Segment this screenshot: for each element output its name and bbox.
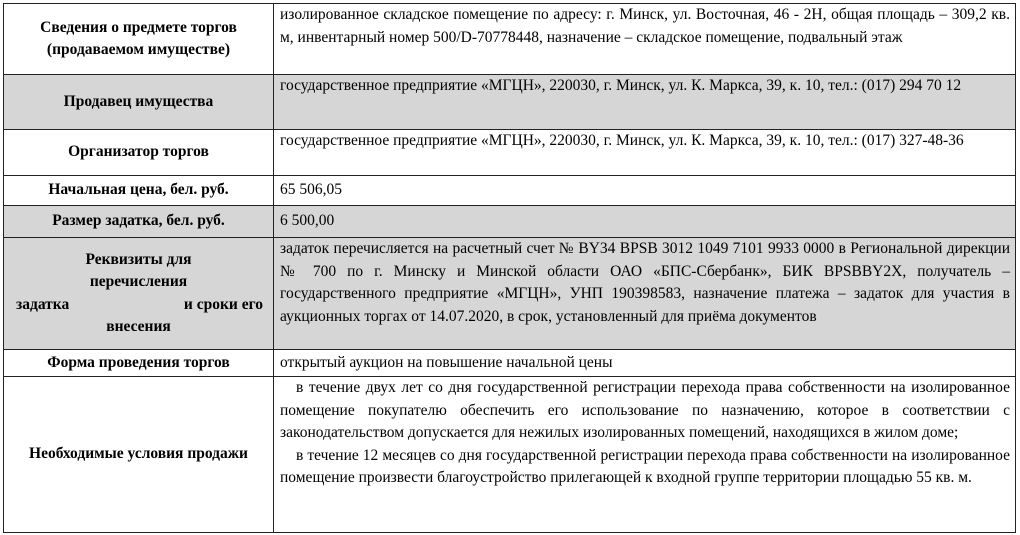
row-value: изолированное складское помещение по адресу: г. Минск, ул. Восточная, 46 - 2Н, общая площадь – 309,2 кв. м, инвентарный номер 500/D-70778448, назначение – складское помещение, подвальный этаж (274, 4, 1016, 75)
row-value: открытый аукцион на повышение начальной цены (274, 350, 1016, 377)
row-label (4, 238, 274, 350)
row-deposit-details (4, 238, 1016, 350)
label-word: задатка (16, 295, 70, 313)
row-form (4, 350, 1016, 377)
row-conditions (4, 377, 1016, 533)
row-value (274, 377, 1016, 533)
row-label: Размер задатка, бел. руб. (4, 206, 274, 238)
condition-paragraph: в течение двух лет со дня государственной регистрации перехода права собственности на изолированное помещение покупателю обеспечить его использование по назначению, которое в соответствии с законодательством допускается для нежилых изолированных помещений, находящихся в жилом доме; (280, 379, 1010, 441)
row-value: государственное предприятие «МГЦН», 220030, г. Минск, ул. К. Маркса, 39, к. 10, тел.: (017) 294 70 12 (274, 75, 1016, 130)
label-line: Реквизиты для (85, 250, 192, 268)
row-label: Организатор торгов (4, 130, 274, 176)
label-word: и сроки его (183, 295, 263, 313)
row-organizer (4, 130, 1016, 176)
row-value: 65 506,05 (274, 176, 1016, 206)
row-start-price (4, 176, 1016, 206)
label-line: перечисления (89, 273, 188, 290)
row-label: Начальная цена, бел. руб. (4, 176, 274, 206)
label-line-justified (10, 294, 267, 317)
row-label: Сведения о предмете торгов (продаваемом имуществе) (4, 4, 274, 75)
row-value: государственное предприятие «МГЦН», 220030, г. Минск, ул. К. Маркса, 39, к. 10, тел.: (017) 327-48-36 (274, 130, 1016, 176)
row-label: Необходимые условия продажи (4, 377, 274, 533)
label-line: внесения (106, 318, 171, 335)
row-seller (4, 75, 1016, 130)
row-value: задаток перечисляется на расчетный счет № BY34 BPSB 3012 1049 7101 9933 0000 в Региональной дирекции № 700 по г. Минску и Минской области ОАО «БПС-Сбербанк», БИК BPSBBY2X, получатель – государственного предприятие «МГЦН», УНП 190398583, назначение платежа – задаток для участия в аукционных торгах от 14.07.2020, в срок, установленный для приёма документов (274, 238, 1016, 350)
condition-paragraph: в течение 12 месяцев со дня государственной регистрации перехода права собственности на изолированное помещение произвести благоустройство прилегающей к входной группе территории площадью 55 кв. м. (280, 446, 1010, 486)
row-deposit (4, 206, 1016, 238)
row-label: Продавец имущества (4, 75, 274, 130)
row-label: Форма проведения торгов (4, 350, 274, 377)
auction-info-table (3, 3, 1016, 533)
row-subject (4, 4, 1016, 75)
row-value: 6 500,00 (274, 206, 1016, 238)
